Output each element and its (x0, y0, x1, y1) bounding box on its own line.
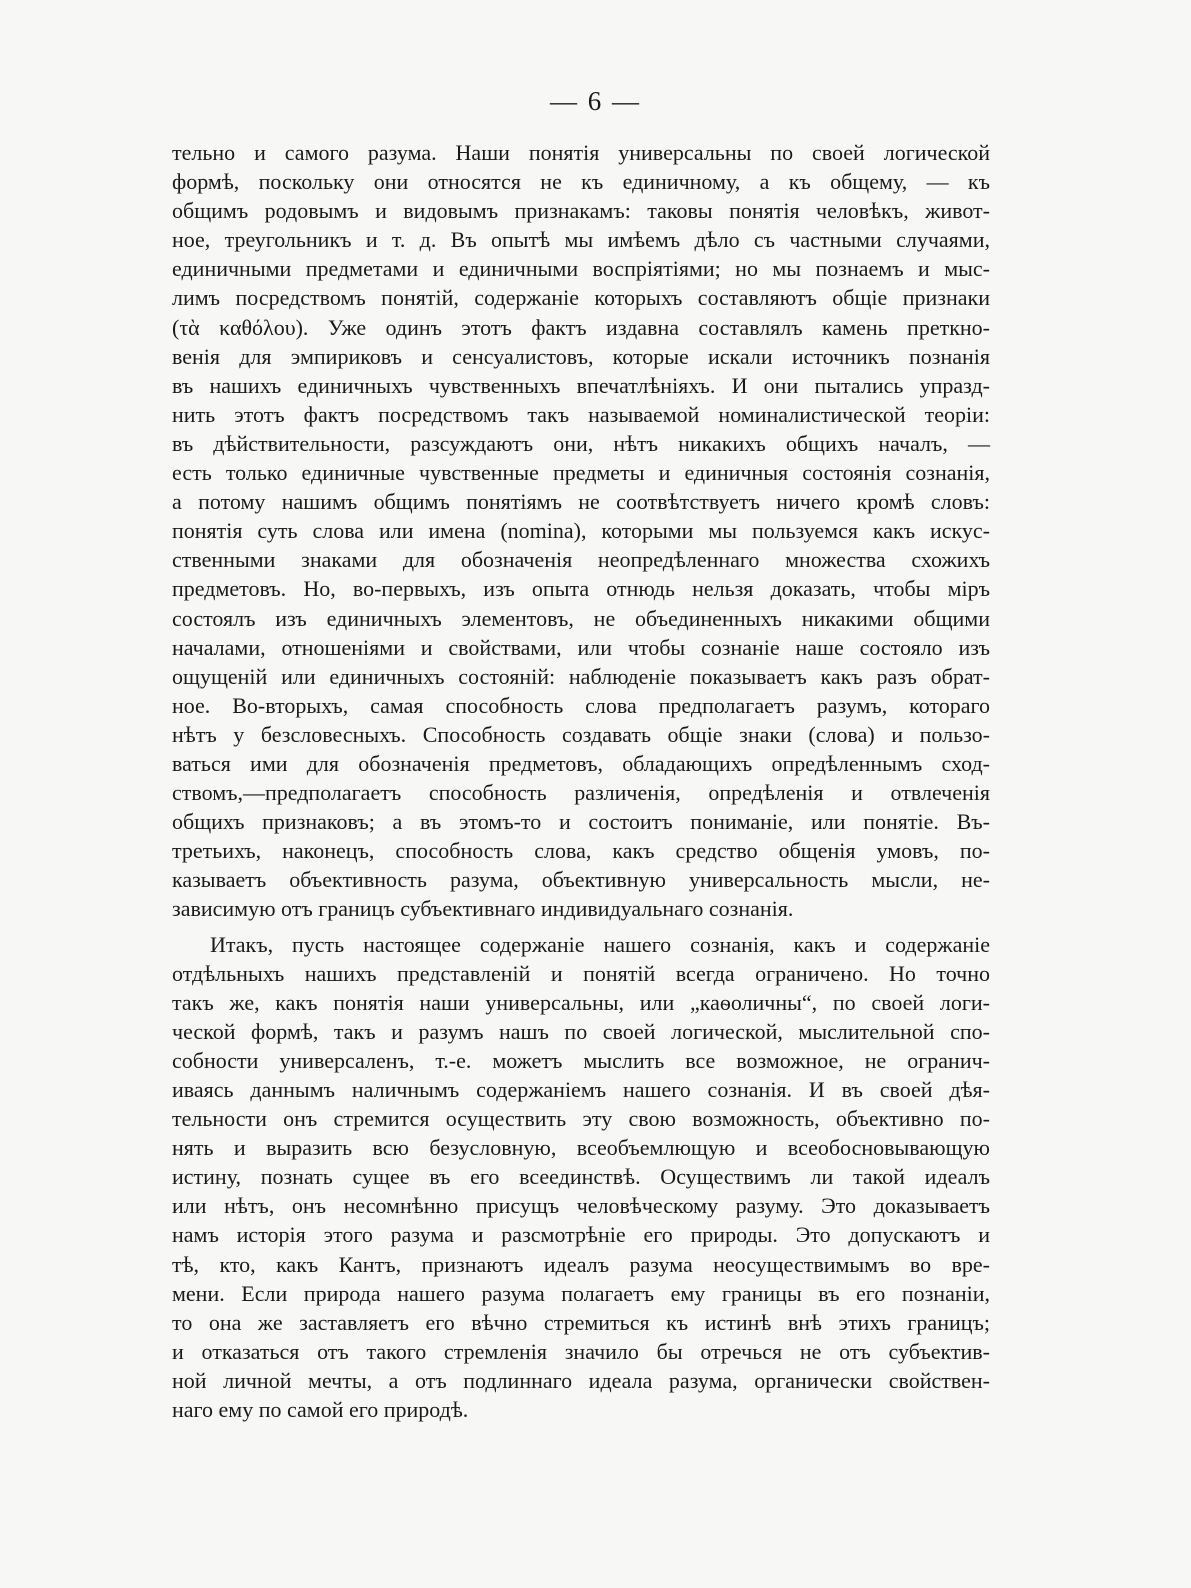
text-line: предметовъ. Но, во-первыхъ, изъ опыта отнюдь нельзя доказать, чтобы міръ (172, 576, 990, 602)
text-line: зависимую отъ границъ субъективнаго индивидуальнаго сознанія. (172, 896, 794, 922)
text-line: иваясь даннымъ наличнымъ содержаніемъ нашего сознанія. И въ своей дѣя- (172, 1077, 990, 1102)
text-line: (τὰ καθόλου). Уже одинъ этотъ фактъ издавна составлялъ камень преткно- (172, 314, 990, 340)
text-line: лимъ посредствомъ понятій, содержаніе которыхъ составляютъ общіе признаки (172, 285, 990, 311)
text-line: формѣ, поскольку они относятся не къ единичному, а къ общему, — къ (172, 169, 990, 195)
text-line: собности универсаленъ, т.-е. можетъ мыслить все возможное, не огранич- (172, 1047, 990, 1073)
text-line: нять и выразить всю безусловную, всеобъемлющую и всеобосновывающую (172, 1135, 990, 1161)
text-line: венія для эмпириковъ и сенсуалистовъ, которые искали источникъ познанія (172, 343, 990, 369)
text-line: то она же заставляетъ его вѣчно стремиться къ истинѣ внѣ этихъ границъ; (172, 1309, 990, 1335)
text-line: намъ исторія этого разума и разсмотрѣніе его природы. Это допускаютъ и (172, 1222, 990, 1248)
text-line: тѣ, кто, какъ Кантъ, признаютъ идеалъ разума неосуществимымъ во вре- (172, 1251, 990, 1277)
text-line: ное. Во-вторыхъ, самая способность слова предполагаетъ разумъ, котораго (172, 692, 990, 718)
page-number: — 6 — (550, 86, 641, 116)
text-line: ственными знаками для обозначенія неопредѣленнаго множества схожихъ (172, 547, 990, 573)
text-line: истину, познать сущее въ его всеединствѣ. Осуществимъ ли такой идеалъ (172, 1164, 990, 1190)
text-line: есть только единичные чувственные предметы и единичныя состоянія сознанія, (172, 460, 990, 486)
text-line: отдѣльныхъ нашихъ представленій и понятій всегда ограничено. Но точно (172, 960, 990, 986)
text-line: наго ему по самой его природѣ. (172, 1397, 469, 1423)
text-line: тельности онъ стремится осуществить эту свою возможность, объективно по- (172, 1106, 990, 1132)
text-line: мени. Если природа нашего разума полагаетъ ему границы въ его познаніи, (172, 1280, 990, 1306)
text-line: тельно и самого разума. Наши понятія универсальны по своей логической (172, 140, 990, 165)
text-line: ощущеній или единичныхъ состояній: наблюденіе показываетъ какъ разъ обрат- (172, 663, 990, 689)
text-line: Итакъ, пусть настоящее содержаніе нашего сознанія, какъ и содержаніе (210, 931, 990, 957)
text-line: казываетъ объективность разума, объективную универсальность мысли, не- (172, 867, 990, 893)
text-line: ствомъ,—предполагаетъ способность различенія, опредѣленія и отвлеченія (172, 780, 990, 806)
text-line: въ дѣйствительности, разсуждаютъ они, нѣтъ никакихъ общихъ началъ, — (172, 430, 990, 456)
text-line: общимъ родовымъ и видовымъ признакамъ: таковы понятія человѣкъ, живот- (172, 198, 990, 224)
text-line: нить этотъ фактъ посредствомъ такъ называемой номиналистической теоріи: (172, 401, 990, 427)
text-line: а потому нашимъ общимъ понятіямъ не соотвѣтствуетъ ничего кромѣ словъ: (172, 489, 990, 515)
text-line: ческой формѣ, такъ и разумъ нашъ по своей логической, мыслительной спо- (172, 1018, 990, 1044)
text-line: состоялъ изъ единичныхъ элементовъ, не объединенныхъ никакими общими (172, 605, 990, 631)
text-line: ной личной мечты, а отъ подлиннаго идеала разума, органически свойствен- (172, 1367, 990, 1393)
text-line: или нѣтъ, онъ несомнѣнно присущъ человѣческому разуму. Это доказываетъ (172, 1193, 990, 1219)
paragraph-1 (172, 138, 990, 924)
text-line: и отказаться отъ такого стремленія значило бы отречься не отъ субъектив- (172, 1338, 990, 1364)
text-line: понятія суть слова или имена (nomina), которыми мы пользуемся какъ искус- (172, 518, 990, 544)
text-line: такъ же, какъ понятія наши универсальны, или „каѳоличны“, по своей логи- (172, 989, 990, 1015)
text-line: общихъ признаковъ; а въ этомъ-то и состоитъ пониманіе, или понятіе. Въ- (172, 809, 990, 835)
page-body-text (172, 138, 990, 1424)
paragraph-2 (172, 930, 990, 1425)
text-line: третьихъ, наконецъ, способность слова, какъ средство общенія умовъ, по- (172, 838, 990, 864)
text-line: ное, треугольникъ и т. д. Въ опытѣ мы имѣемъ дѣло съ частными случаями, (172, 227, 990, 253)
text-line: нѣтъ у безсловесныхъ. Способность создавать общіе знаки (слова) и пользо- (172, 721, 990, 747)
text-line: въ нашихъ единичныхъ чувственныхъ впечатлѣніяхъ. И они пытались упразд- (172, 372, 990, 398)
text-line: началами, отношеніями и свойствами, или чтобы сознаніе наше состояло изъ (172, 634, 990, 660)
text-line: единичными предметами и единичными воспріятіями; но мы познаемъ и мыс- (172, 256, 990, 282)
text-line: ваться ими для обозначенія предметовъ, обладающихъ опредѣленнымъ сход- (172, 750, 990, 776)
